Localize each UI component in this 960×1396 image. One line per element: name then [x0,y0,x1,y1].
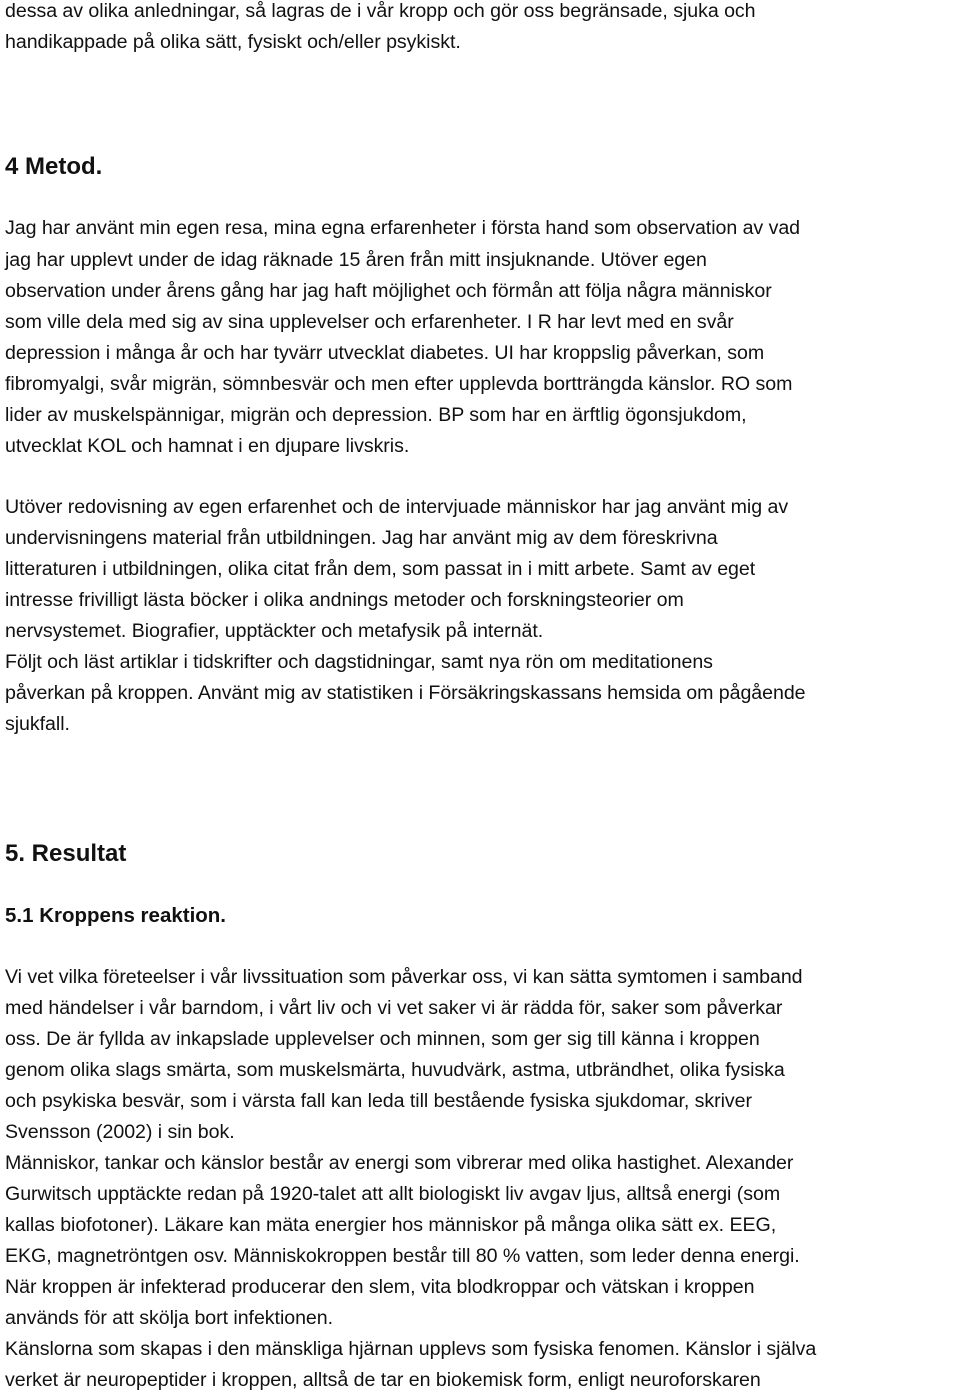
text-line: Människor, tankar och känslor består av energi som vibrerar med olika hastighet. Alexander [5,1152,794,1174]
text-line: fibromyalgi, svår migrän, sömnbesvär och men efter upplevda bortträngda känslor. RO som [5,373,793,395]
section-heading-metod: 4 Metod. [5,153,103,180]
text-line: nervsystemet. Biografier, upptäckter och metafysik på internät. [5,620,544,642]
text-line: genom olika slags smärta, som muskelsmärta, huvudvärk, astma, utbrändhet, olika fysiska [5,1059,785,1081]
text-line: intresse frivilligt lästa böcker i olika andnings metoder och forskningsteorier om [5,589,684,611]
text-line: verket är neuropeptider i kroppen, alltså de tar en biokemisk form, enligt neuroforskaren [5,1369,761,1391]
text-line: EKG, magnetröntgen osv. Människokroppen består till 80 % vatten, som leder denna energi. [5,1245,800,1267]
text-line: används för att skölja bort infektionen. [5,1307,334,1329]
text-line: handikappade på olika sätt, fysiskt och/eller psykiskt. [5,31,461,53]
text-line: jag har upplevt under de idag räknade 15 åren från mitt insjuknande. Utöver egen [5,249,707,271]
text-line: utvecklat KOL och hamnat i en djupare livskris. [5,435,410,457]
text-line: dessa av olika anledningar, så lagras de i vår kropp och gör oss begränsade, sjuka och [5,0,756,22]
text-line: observation under årens gång har jag haft möjlighet och förmån att följa några människor [5,280,772,302]
text-line: kallas biofotoner). Läkare kan mäta energier hos människor på många olika sätt ex. EEG, [5,1214,777,1236]
text-line: med händelser i vår barndom, i vårt liv och vi vet saker vi är rädda för, saker som påverkar [5,997,783,1019]
text-line: Vi vet vilka företeelser i vår livssituation som påverkar oss, vi kan sätta symtomen i samband [5,966,803,988]
text-line: Utöver redovisning av egen erfarenhet och de intervjuade människor har jag använt mig av [5,496,789,518]
text-line: oss. De är fyllda av inkapslade upplevelser och minnen, som ger sig till känna i kroppen [5,1028,760,1050]
text-line: Gurwitsch upptäckte redan på 1920-talet att allt biologiskt liv avgav ljus, alltså energi (som [5,1183,781,1205]
text-line: undervisningens material från utbildningen. Jag har använt mig av dem föreskrivna [5,527,718,549]
text-line: Svensson (2002) i sin bok. [5,1121,235,1143]
text-line: litteraturen i utbildningen, olika citat från dem, som passat in i mitt arbete. Samt av eget [5,558,756,580]
text-line: som ville dela med sig av sina upplevelser och erfarenheter. I R har levt med en svår [5,311,734,333]
text-line: Känslorna som skapas i den mänskliga hjärnan upplevs som fysiska fenomen. Känslor i själva [5,1338,817,1360]
section-heading-resultat: 5. Resultat [5,840,127,867]
text-line: sjukfall. [5,713,70,735]
text-line: påverkan på kroppen. Använt mig av statistiken i Försäkringskassans hemsida om pågående [5,682,806,704]
text-line: lider av muskelspännigar, migrän och depression. BP som har en ärftlig ögonsjukdom, [5,404,747,426]
subsection-heading-kroppens-reaktion: 5.1 Kroppens reaktion. [5,904,227,927]
text-line: depression i många år och har tyvärr utvecklat diabetes. UI har kroppslig påverkan, som [5,342,765,364]
text-line: När kroppen är infekterad producerar den slem, vita blodkroppar och vätskan i kroppen [5,1276,755,1298]
text-line: Jag har använt min egen resa, mina egna erfarenheter i första hand som observation av vad [5,217,801,239]
text-line: och psykiska besvär, som i värsta fall kan leda till bestående fysiska sjukdomar, skriver [5,1090,752,1112]
text-line: Följt och läst artiklar i tidskrifter och dagstidningar, samt nya rön om meditationens [5,651,713,673]
